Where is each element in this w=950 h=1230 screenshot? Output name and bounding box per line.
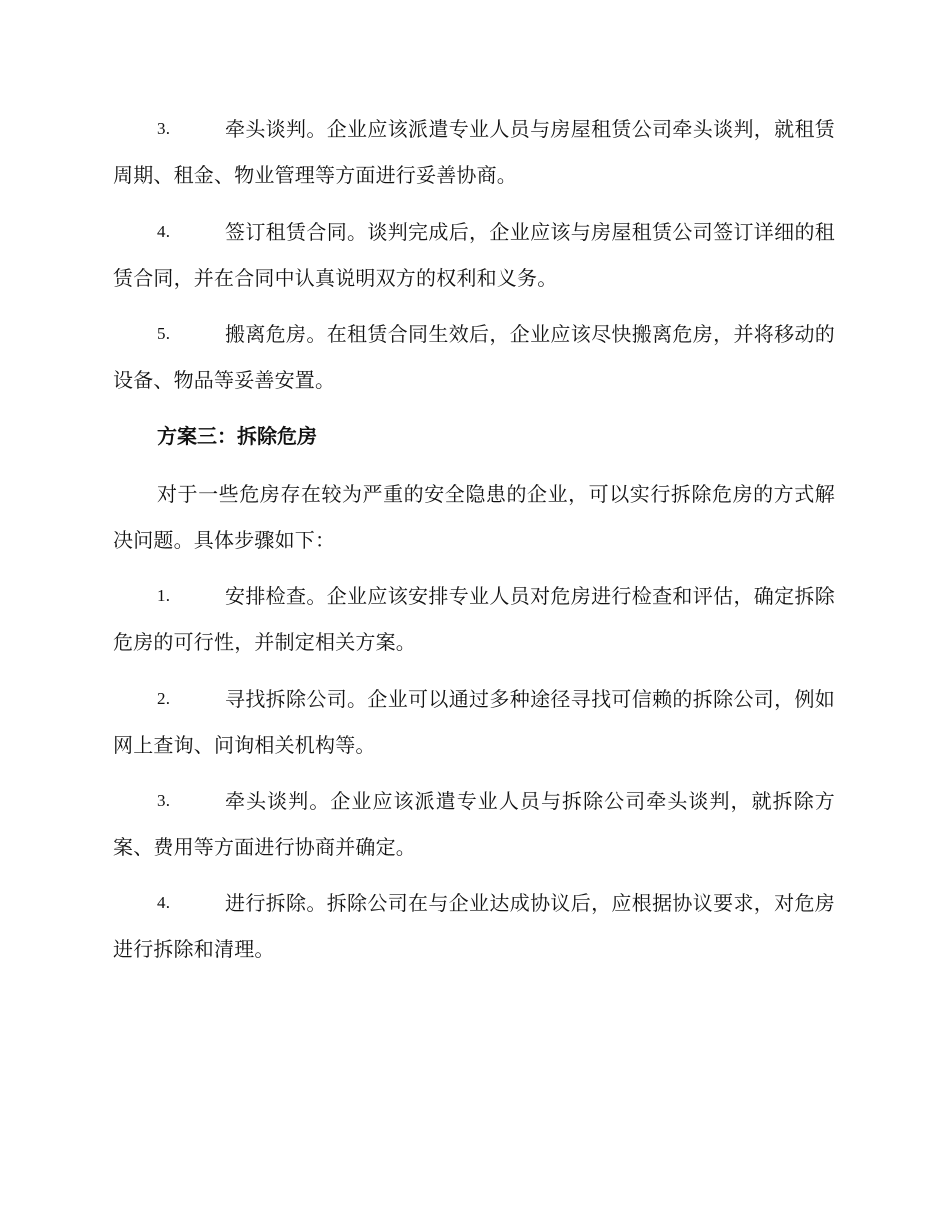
list-item-text: 签订租赁合同。谈判完成后，企业应该与房屋租赁公司签订详细的租赁合同，并在合同中认真说明双方的权利和义务。	[113, 220, 835, 290]
list-item	[113, 778, 835, 870]
intro-text: 对于一些危房存在较为严重的安全隐患的企业，可以实行拆除危房的方式解决问题。具体步骤如下：	[113, 482, 835, 552]
list-item-text: 安排检查。企业应该安排专业人员对危房进行检查和评估，确定拆除危房的可行性，并制定相关方案。	[113, 584, 835, 654]
list-item-text: 牵头谈判。企业应该派遣专业人员与拆除公司牵头谈判，就拆除方案、费用等方面进行协商并确定。	[113, 789, 835, 859]
list-number: 3.	[157, 119, 171, 138]
list-number: 5.	[157, 324, 171, 343]
list-number: 1.	[157, 586, 171, 605]
list-item	[113, 106, 835, 198]
list-item	[113, 676, 835, 768]
list-item-text: 寻找拆除公司。企业可以通过多种途径寻找可信赖的拆除公司，例如网上查询、问询相关机构等。	[113, 687, 835, 757]
list-number: 2.	[157, 689, 171, 708]
list-number: 4.	[157, 893, 171, 912]
list-item-text: 搬离危房。在租赁合同生效后，企业应该尽快搬离危房，并将移动的设备、物品等妥善安置。	[113, 322, 835, 392]
list-item	[113, 209, 835, 301]
intro-paragraph	[113, 471, 835, 563]
list-item	[113, 573, 835, 665]
list-item-text: 牵头谈判。企业应该派遣专业人员与房屋租赁公司牵头谈判，就租赁周期、租金、物业管理等方面进行妥善协商。	[113, 117, 835, 187]
list-item-text: 进行拆除。拆除公司在与企业达成协议后，应根据协议要求，对危房进行拆除和清理。	[113, 891, 835, 961]
section-heading: 方案三：拆除危房	[157, 424, 317, 448]
list-number: 3.	[157, 791, 171, 810]
list-number: 4.	[157, 222, 171, 241]
list-item	[113, 880, 835, 972]
list-item	[113, 311, 835, 403]
